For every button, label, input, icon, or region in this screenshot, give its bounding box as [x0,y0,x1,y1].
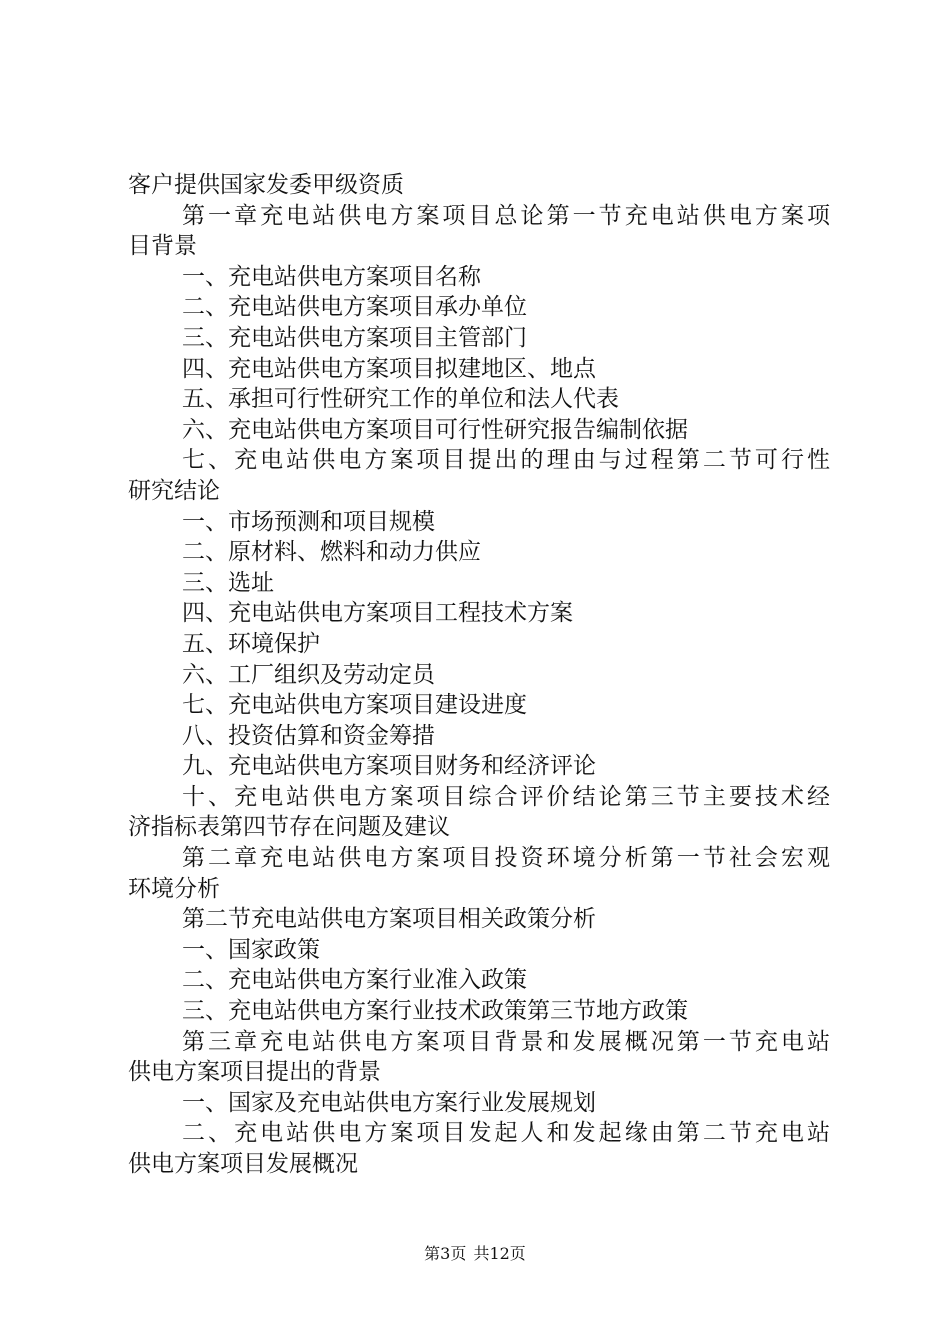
list-item: 五、环境保护 [182,630,320,657]
chapter-heading-continuation: 环境分析 [128,875,220,902]
list-item: 七、充电站供电方案项目建设进度 [182,692,527,719]
list-item: 二、充电站供电方案项目承办单位 [182,294,527,321]
chapter-heading-line: 第三章充电站供电方案项目背景和发展概况第一节充电站 [182,1028,830,1055]
list-item-continuation: 供电方案项目发展概况 [128,1151,358,1177]
list-item: 一、充电站供电方案项目名称 [182,263,481,290]
list-item: 九、充电站供电方案项目财务和经济评论 [182,753,596,780]
list-item: 三、选址 [182,569,274,596]
list-item: 三、充电站供电方案行业技术政策第三节地方政策 [182,998,688,1025]
list-item: 八、投资估算和资金筹措 [182,722,435,749]
document-body [128,170,830,1180]
list-item: 七、充电站供电方案项目提出的理由与过程第二节可行性 [182,447,830,474]
list-item: 一、市场预测和项目规模 [182,508,435,535]
chapter-heading-line: 第二章充电站供电方案项目投资环境分析第一节社会宏观 [182,845,830,872]
list-item: 六、工厂组织及劳动定员 [182,661,435,688]
list-item: 二、充电站供电方案行业准入政策 [182,967,527,994]
list-item: 六、充电站供电方案项目可行性研究报告编制依据 [182,416,688,443]
page-number-footer: 第3页 共12页 [424,1244,526,1263]
list-item: 四、充电站供电方案项目拟建地区、地点 [182,355,596,382]
text-line: 客户提供国家发委甲级资质 [128,172,404,198]
list-item: 一、国家及充电站供电方案行业发展规划 [182,1089,596,1116]
list-item: 一、国家政策 [182,936,320,963]
list-item: 五、承担可行性研究工作的单位和法人代表 [182,386,619,413]
list-item: 二、原材料、燃料和动力供应 [182,539,481,566]
list-item: 二、充电站供电方案项目发起人和发起缘由第二节充电站 [182,1120,830,1147]
chapter-heading-continuation: 目背景 [128,233,197,260]
list-item: 三、充电站供电方案项目主管部门 [182,324,527,351]
chapter-heading-continuation: 供电方案项目提出的背景 [128,1059,381,1086]
list-item-continuation: 研究结论 [128,477,220,504]
section-heading-line: 第二节充电站供电方案项目相关政策分析 [182,906,596,933]
list-item: 十、充电站供电方案项目综合评价结论第三节主要技术经 [182,783,830,810]
list-item: 四、充电站供电方案项目工程技术方案 [182,600,573,627]
list-item-continuation: 济指标表第四节存在问题及建议 [128,814,450,841]
chapter-heading-line: 第一章充电站供电方案项目总论第一节充电站供电方案项 [182,202,830,229]
